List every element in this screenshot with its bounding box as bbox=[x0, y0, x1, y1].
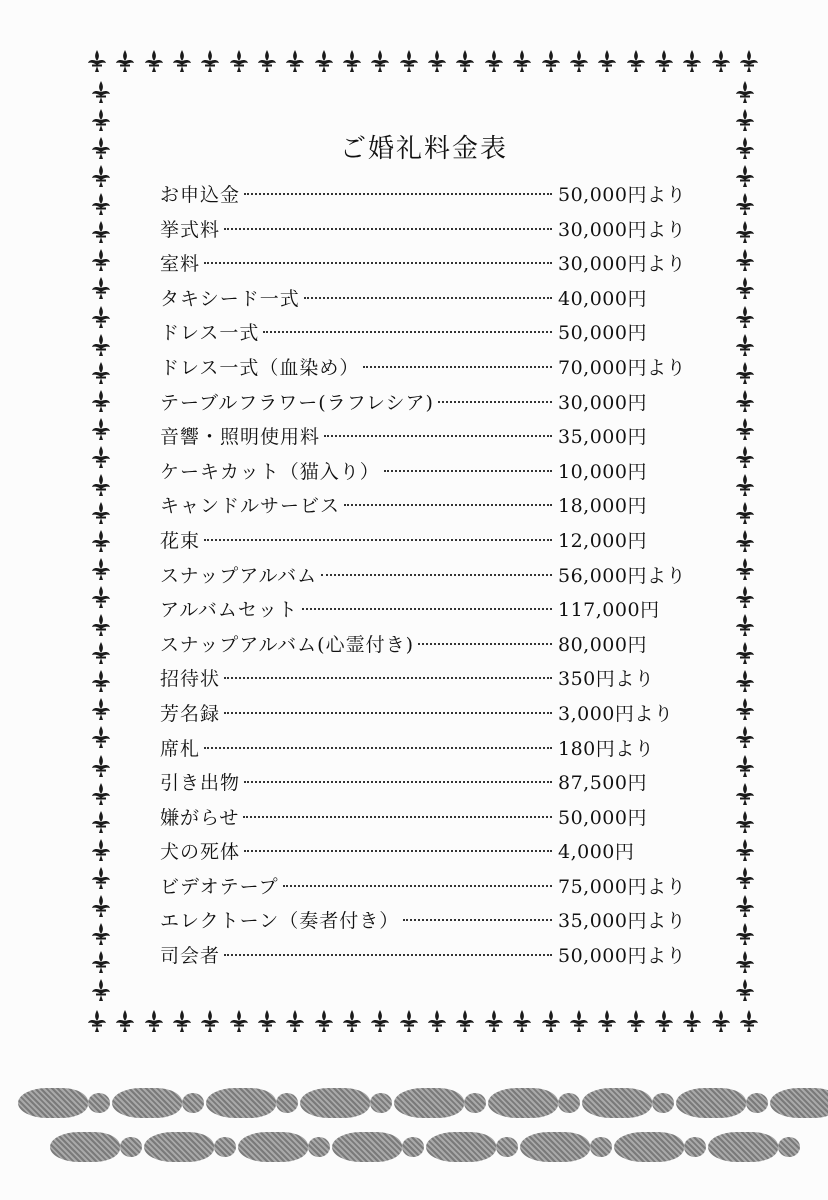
item-price: 117,000円 bbox=[558, 599, 660, 622]
item-name: 音響・照明使用料 bbox=[160, 426, 321, 449]
fleur-de-lis-icon bbox=[596, 1009, 618, 1033]
item-price: 50,000円より bbox=[558, 184, 686, 206]
fleur-de-lis-icon bbox=[734, 417, 756, 441]
item-price: 180円より bbox=[558, 737, 655, 760]
fleur-de-lis-icon bbox=[90, 613, 112, 637]
fleur-de-lis-icon bbox=[90, 389, 112, 413]
footprint-icon bbox=[614, 1132, 684, 1162]
fleur-de-lis-icon bbox=[171, 1009, 193, 1033]
fleur-de-lis-icon bbox=[313, 49, 335, 73]
dotted-leader bbox=[321, 574, 552, 576]
item-name: エレクトーン（奏者付き） bbox=[160, 910, 400, 933]
footprint-icon bbox=[676, 1088, 746, 1118]
fleur-de-lis-icon bbox=[90, 192, 112, 216]
price-row bbox=[160, 422, 690, 457]
price-row bbox=[160, 353, 690, 388]
fleur-de-lis-icon bbox=[734, 613, 756, 637]
fleur-de-lis-icon bbox=[734, 669, 756, 693]
dotted-leader bbox=[204, 747, 552, 749]
footprint-icon bbox=[300, 1088, 370, 1118]
dotted-leader bbox=[403, 919, 552, 921]
fleur-de-lis-icon bbox=[228, 49, 250, 73]
item-price: 10,000円 bbox=[558, 460, 647, 483]
item-name: テーブルフラワー(ラフレシア) bbox=[160, 391, 434, 414]
fleur-de-lis-icon bbox=[90, 248, 112, 272]
fleur-de-lis-icon bbox=[734, 276, 756, 300]
fleur-de-lis-icon bbox=[511, 49, 533, 73]
fleur-de-lis-icon bbox=[86, 49, 108, 73]
item-name: 嫌がらせ bbox=[160, 806, 240, 829]
fleur-de-lis-icon bbox=[540, 1009, 562, 1033]
item-price: 35,000円より bbox=[558, 910, 686, 933]
fleur-de-lis-icon bbox=[90, 669, 112, 693]
fleur-de-lis-icon bbox=[734, 838, 756, 862]
footprint-icon bbox=[112, 1088, 182, 1118]
fleur-de-lis-icon bbox=[90, 80, 112, 104]
fleur-de-lis-icon bbox=[199, 49, 221, 73]
item-price: 30,000円 bbox=[558, 391, 647, 414]
fleur-de-lis-icon bbox=[143, 1009, 165, 1033]
fleur-de-lis-icon bbox=[734, 782, 756, 806]
dotted-leader bbox=[243, 816, 552, 818]
item-name: 招待状 bbox=[160, 668, 221, 691]
dotted-leader bbox=[244, 193, 552, 195]
fleur-de-lis-icon bbox=[568, 49, 590, 73]
fleur-de-lis-icon bbox=[734, 501, 756, 525]
fleur-de-lis-icon bbox=[734, 473, 756, 497]
fleur-de-lis-icon bbox=[90, 473, 112, 497]
footprint-icon bbox=[50, 1132, 120, 1162]
fleur-de-lis-icon bbox=[398, 49, 420, 73]
footprint-icon bbox=[488, 1088, 558, 1118]
price-row bbox=[160, 734, 690, 769]
fleur-de-lis-icon bbox=[426, 1009, 448, 1033]
dotted-leader bbox=[344, 504, 552, 506]
item-name: キャンドルサービス bbox=[160, 495, 341, 518]
item-name: 司会者 bbox=[160, 945, 221, 968]
fleur-de-lis-icon bbox=[734, 950, 756, 974]
footprint-decoration bbox=[0, 1080, 828, 1180]
item-name: タキシード一式 bbox=[160, 287, 300, 310]
dotted-leader bbox=[263, 331, 552, 333]
price-row bbox=[160, 768, 690, 803]
fleur-de-lis-icon bbox=[426, 49, 448, 73]
price-row bbox=[160, 249, 690, 284]
item-name: 挙式料 bbox=[160, 218, 221, 241]
fleur-de-lis-icon bbox=[454, 1009, 476, 1033]
fleur-de-lis-icon bbox=[90, 866, 112, 890]
fleur-de-lis-icon bbox=[284, 1009, 306, 1033]
footprint-icon bbox=[238, 1132, 308, 1162]
item-price: 350円より bbox=[558, 668, 655, 691]
footprint-icon bbox=[582, 1088, 652, 1118]
item-price: 4,000円 bbox=[558, 841, 635, 864]
fleur-de-lis-icon bbox=[710, 49, 732, 73]
price-row bbox=[160, 388, 690, 423]
price-row bbox=[160, 664, 690, 699]
item-price: 12,000円 bbox=[558, 529, 647, 552]
item-name: 室料 bbox=[160, 253, 201, 276]
fleur-de-lis-icon bbox=[90, 838, 112, 862]
fleur-de-lis-icon bbox=[734, 80, 756, 104]
price-row bbox=[160, 180, 690, 215]
item-name: 花束 bbox=[160, 529, 201, 552]
item-name: ビデオテープ bbox=[160, 875, 279, 898]
fleur-de-lis-icon bbox=[625, 49, 647, 73]
fleur-de-lis-icon bbox=[369, 49, 391, 73]
dotted-leader bbox=[302, 608, 552, 610]
price-row bbox=[160, 630, 690, 665]
footprint-icon bbox=[18, 1088, 88, 1118]
fleur-de-lis-icon bbox=[734, 220, 756, 244]
fleur-de-lis-icon bbox=[734, 305, 756, 329]
fleur-de-lis-icon bbox=[90, 361, 112, 385]
fleur-de-lis-icon bbox=[90, 276, 112, 300]
dotted-leader bbox=[204, 262, 552, 264]
fleur-de-lis-icon bbox=[738, 1009, 760, 1033]
fleur-de-lis-icon bbox=[596, 49, 618, 73]
frame-bottom-border bbox=[86, 1006, 760, 1036]
item-name: アルバムセット bbox=[160, 599, 298, 622]
item-price: 3,000円より bbox=[558, 702, 674, 725]
dotted-leader bbox=[224, 712, 552, 714]
fleur-de-lis-icon bbox=[90, 529, 112, 553]
fleur-de-lis-icon bbox=[398, 1009, 420, 1033]
fleur-de-lis-icon bbox=[171, 49, 193, 73]
fleur-de-lis-icon bbox=[86, 1009, 108, 1033]
fleur-de-lis-icon bbox=[734, 445, 756, 469]
fleur-de-lis-icon bbox=[341, 1009, 363, 1033]
fleur-de-lis-icon bbox=[653, 1009, 675, 1033]
fleur-de-lis-icon bbox=[734, 894, 756, 918]
footprint-icon bbox=[520, 1132, 590, 1162]
dotted-leader bbox=[384, 470, 552, 472]
fleur-de-lis-icon bbox=[734, 192, 756, 216]
fleur-de-lis-icon bbox=[511, 1009, 533, 1033]
fleur-de-lis-icon bbox=[734, 248, 756, 272]
item-price: 50,000円 bbox=[558, 322, 647, 345]
fleur-de-lis-icon bbox=[90, 445, 112, 469]
fleur-de-lis-icon bbox=[90, 697, 112, 721]
fleur-de-lis-icon bbox=[454, 49, 476, 73]
fleur-de-lis-icon bbox=[90, 950, 112, 974]
fleur-de-lis-icon bbox=[90, 164, 112, 188]
item-price: 40,000円 bbox=[558, 287, 647, 310]
fleur-de-lis-icon bbox=[90, 782, 112, 806]
fleur-de-lis-icon bbox=[341, 49, 363, 73]
dotted-leader bbox=[224, 677, 552, 679]
price-row bbox=[160, 699, 690, 734]
item-price: 75,000円より bbox=[558, 875, 686, 898]
price-row bbox=[160, 906, 690, 941]
item-price: 30,000円より bbox=[558, 253, 686, 276]
item-price: 50,000円 bbox=[558, 806, 647, 829]
item-price: 30,000円より bbox=[558, 218, 686, 241]
fleur-de-lis-icon bbox=[90, 810, 112, 834]
fleur-de-lis-icon bbox=[90, 894, 112, 918]
fleur-de-lis-icon bbox=[734, 557, 756, 581]
item-name: 席札 bbox=[160, 737, 201, 760]
item-price: 56,000円より bbox=[558, 564, 686, 587]
fleur-de-lis-icon bbox=[625, 1009, 647, 1033]
fleur-de-lis-icon bbox=[313, 1009, 335, 1033]
fleur-de-lis-icon bbox=[90, 754, 112, 778]
fleur-de-lis-icon bbox=[483, 1009, 505, 1033]
fleur-de-lis-icon bbox=[734, 361, 756, 385]
footprint-icon bbox=[770, 1088, 828, 1118]
fleur-de-lis-icon bbox=[710, 1009, 732, 1033]
fleur-de-lis-icon bbox=[734, 725, 756, 749]
price-row bbox=[160, 284, 690, 319]
price-row bbox=[160, 215, 690, 250]
fleur-de-lis-icon bbox=[143, 49, 165, 73]
fleur-de-lis-icon bbox=[734, 529, 756, 553]
item-price: 80,000円 bbox=[558, 633, 647, 656]
fleur-de-lis-icon bbox=[540, 49, 562, 73]
price-row bbox=[160, 561, 690, 596]
fleur-de-lis-icon bbox=[256, 49, 278, 73]
item-name: ドレス一式 bbox=[160, 322, 260, 345]
fleur-de-lis-icon bbox=[90, 501, 112, 525]
fleur-de-lis-icon bbox=[734, 810, 756, 834]
dotted-leader bbox=[324, 435, 552, 437]
price-row bbox=[160, 872, 690, 907]
dotted-leader bbox=[224, 228, 552, 230]
fleur-de-lis-icon bbox=[734, 978, 756, 1002]
footprint-icon bbox=[426, 1132, 496, 1162]
fleur-de-lis-icon bbox=[681, 49, 703, 73]
dotted-leader bbox=[283, 885, 552, 887]
item-name: 芳名録 bbox=[160, 702, 221, 725]
frame-right-border bbox=[730, 80, 760, 1002]
fleur-de-lis-icon bbox=[199, 1009, 221, 1033]
price-row bbox=[160, 491, 690, 526]
item-name: ドレス一式（血染め） bbox=[160, 356, 360, 379]
dotted-leader bbox=[224, 954, 552, 956]
fleur-de-lis-icon bbox=[734, 389, 756, 413]
frame-top-border bbox=[86, 46, 760, 76]
fleur-de-lis-icon bbox=[734, 641, 756, 665]
fleur-de-lis-icon bbox=[90, 585, 112, 609]
dotted-leader bbox=[244, 781, 552, 783]
fleur-de-lis-icon bbox=[90, 922, 112, 946]
fleur-de-lis-icon bbox=[734, 164, 756, 188]
footprint-icon bbox=[144, 1132, 214, 1162]
item-price: 18,000円 bbox=[558, 495, 647, 518]
fleur-de-lis-icon bbox=[114, 49, 136, 73]
price-row bbox=[160, 595, 690, 630]
price-row bbox=[160, 526, 690, 561]
fleur-de-lis-icon bbox=[90, 417, 112, 441]
price-row bbox=[160, 318, 690, 353]
item-price: 50,000円より bbox=[558, 945, 686, 968]
price-row bbox=[160, 457, 690, 492]
fleur-de-lis-icon bbox=[681, 1009, 703, 1033]
price-list bbox=[160, 180, 690, 976]
item-name: お申込金 bbox=[160, 184, 241, 206]
fleur-de-lis-icon bbox=[734, 922, 756, 946]
fleur-de-lis-icon bbox=[734, 585, 756, 609]
dotted-leader bbox=[204, 539, 552, 541]
price-row bbox=[160, 803, 690, 838]
fleur-de-lis-icon bbox=[734, 866, 756, 890]
fleur-de-lis-icon bbox=[369, 1009, 391, 1033]
fleur-de-lis-icon bbox=[90, 978, 112, 1002]
fleur-de-lis-icon bbox=[734, 333, 756, 357]
item-name: ケーキカット（猫入り） bbox=[160, 460, 380, 483]
fleur-de-lis-icon bbox=[90, 641, 112, 665]
footprint-icon bbox=[206, 1088, 276, 1118]
item-price: 35,000円 bbox=[558, 426, 647, 449]
item-name: 引き出物 bbox=[160, 772, 241, 795]
fleur-de-lis-icon bbox=[228, 1009, 250, 1033]
fleur-de-lis-icon bbox=[90, 333, 112, 357]
fleur-de-lis-icon bbox=[738, 49, 760, 73]
item-name: スナップアルバム(心霊付き) bbox=[160, 633, 414, 656]
item-price: 70,000円より bbox=[558, 356, 686, 379]
footprint-icon bbox=[394, 1088, 464, 1118]
fleur-de-lis-icon bbox=[653, 49, 675, 73]
fleur-de-lis-icon bbox=[568, 1009, 590, 1033]
item-name: 犬の死体 bbox=[160, 841, 241, 864]
page-title: ご婚礼料金表 bbox=[339, 134, 508, 164]
fleur-de-lis-icon bbox=[90, 305, 112, 329]
price-row bbox=[160, 837, 690, 872]
fleur-de-lis-icon bbox=[483, 49, 505, 73]
fleur-de-lis-icon bbox=[90, 220, 112, 244]
frame-left-border bbox=[86, 80, 116, 1002]
dotted-leader bbox=[438, 401, 552, 403]
footprint-icon bbox=[708, 1132, 778, 1162]
dotted-leader bbox=[363, 366, 552, 368]
fleur-de-lis-icon bbox=[114, 1009, 136, 1033]
dotted-leader bbox=[244, 850, 552, 852]
fleur-de-lis-icon bbox=[284, 49, 306, 73]
dotted-leader bbox=[418, 643, 552, 645]
fleur-de-lis-icon bbox=[90, 557, 112, 581]
fleur-de-lis-icon bbox=[734, 697, 756, 721]
fleur-de-lis-icon bbox=[256, 1009, 278, 1033]
footprint-icon bbox=[332, 1132, 402, 1162]
item-name: スナップアルバム bbox=[160, 564, 318, 587]
fleur-de-lis-icon bbox=[734, 754, 756, 778]
dotted-leader bbox=[304, 297, 552, 299]
item-price: 87,500円 bbox=[558, 772, 647, 795]
fleur-de-lis-icon bbox=[90, 725, 112, 749]
price-row bbox=[160, 941, 690, 976]
